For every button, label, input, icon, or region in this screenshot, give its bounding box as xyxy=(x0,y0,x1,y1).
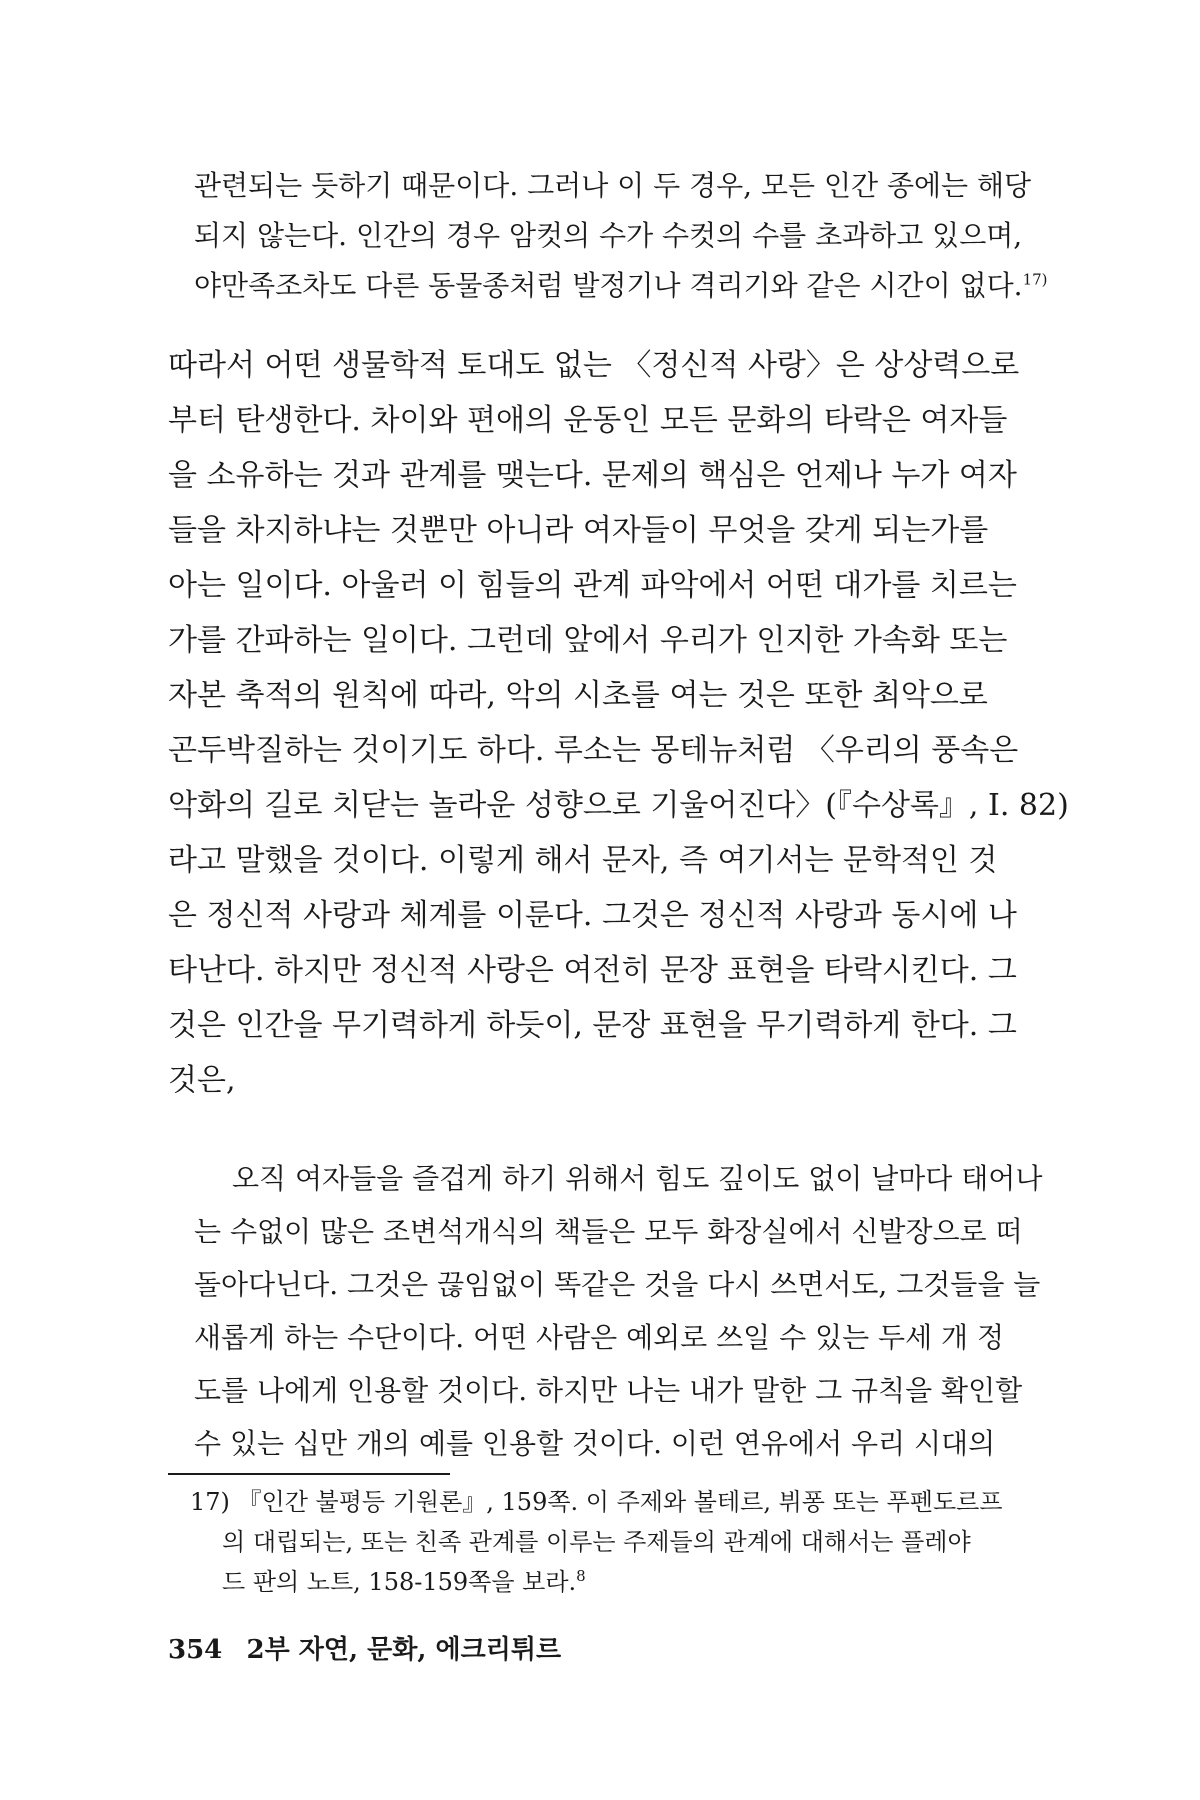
footnote-text: 『인간 불평등 기원론』, 159쪽. 이 주제와 볼테르, 뷔퐁 또는 푸펜도르프 xyxy=(237,1488,1003,1516)
footnote-marker: 17) xyxy=(190,1488,230,1516)
paragraph-line: 것은, xyxy=(168,1063,236,1098)
footnote-reference[interactable]: 17) xyxy=(1022,270,1048,289)
quote-line: 새롭게 하는 수단이다. 어떤 사람은 예외로 쓰일 수 있는 두세 개 정 xyxy=(194,1321,1005,1354)
quote-line: 는 수없이 많은 조변석개식의 책들은 모두 화장실에서 신발장으로 떠 xyxy=(194,1215,1023,1248)
footnote-line xyxy=(222,1564,1020,1600)
endnote-reference[interactable]: 8 xyxy=(576,1567,586,1585)
paragraph-line: 자본 축적의 원칙에 따라, 악의 시초를 여는 것은 또한 최악으로 xyxy=(168,678,988,713)
paragraph-line: 은 정신적 사랑과 체계를 이룬다. 그것은 정신적 사랑과 동시에 나 xyxy=(168,898,1017,933)
quote-line: 수 있는 십만 개의 예를 인용할 것이다. 이런 연유에서 우리 시대의 xyxy=(194,1427,996,1460)
quote-line-text: 관련되는 듯하기 때문이다. 그러나 이 두 경우, 모든 인간 종에는 해당 xyxy=(194,169,1032,202)
footnote-text: 드 판의 노트, 158-159쪽을 보라. xyxy=(222,1568,577,1596)
page-number: 354 xyxy=(168,1635,223,1665)
paragraph-line: 타난다. 하지만 정신적 사랑은 여전히 문장 표현을 타락시킨다. 그 xyxy=(168,953,1017,988)
quote-line: 돌아다닌다. 그것은 끊임없이 똑같은 것을 다시 쓰면서도, 그것들을 늘 xyxy=(194,1268,1041,1301)
quote-line xyxy=(194,164,1032,208)
paragraph-line: 곤두박질하는 것이기도 하다. 루소는 몽테뉴처럼 〈우리의 풍속은 xyxy=(168,733,1019,768)
page-footer xyxy=(168,1632,561,1668)
paragraph-line: 악화의 길로 치닫는 놀라운 성향으로 기울어진다〉(『수상록』, I. 82) xyxy=(168,788,1069,823)
paragraph-line: 들을 차지하냐는 것뿐만 아니라 여자들이 무엇을 갖게 되는가를 xyxy=(168,513,989,548)
paragraph-line: 라고 말했을 것이다. 이렇게 해서 문자, 즉 여기서는 문학적인 것 xyxy=(168,843,998,878)
quote-line xyxy=(194,264,1048,308)
footnote-line xyxy=(190,1484,1020,1520)
quote-line-text: 되지 않는다. 인간의 경우 암컷의 수가 수컷의 수를 초과하고 있으며, xyxy=(194,219,1023,252)
running-section-title: 2부 자연, 문화, 에크리튀르 xyxy=(246,1635,562,1665)
footnote-line: 의 대립되는, 또는 친족 관계를 이루는 주제들의 관계에 대해서는 플레야 xyxy=(222,1528,971,1556)
paragraph-line: 부터 탄생한다. 차이와 편애의 운동인 모든 문화의 타락은 여자들 xyxy=(168,403,1008,438)
footnote-divider xyxy=(168,1473,450,1475)
paragraph-line: 아는 일이다. 아울러 이 힘들의 관계 파악에서 어떤 대가를 치르는 xyxy=(168,568,1017,603)
paragraph-line: 따라서 어떤 생물학적 토대도 없는 〈정신적 사랑〉은 상상력으로 xyxy=(168,348,1020,383)
quote-line xyxy=(194,214,1023,258)
quote-line: 오직 여자들을 즐겁게 하기 위해서 힘도 깊이도 없이 날마다 태어나 xyxy=(232,1162,1043,1195)
paragraph-line: 가를 간파하는 일이다. 그런데 앞에서 우리가 인지한 가속화 또는 xyxy=(168,623,1008,658)
paragraph-line: 것은 인간을 무기력하게 하듯이, 문장 표현을 무기력하게 한다. 그 xyxy=(168,1008,1017,1043)
paragraph-line: 을 소유하는 것과 관계를 맺는다. 문제의 핵심은 언제나 누가 여자 xyxy=(168,458,1017,493)
quote-line: 도를 나에게 인용할 것이다. 하지만 나는 내가 말한 그 규칙을 확인할 xyxy=(194,1374,1023,1407)
quote-line-text: 야만족조차도 다른 동물종처럼 발정기나 격리기와 같은 시간이 없다. xyxy=(194,269,1023,302)
